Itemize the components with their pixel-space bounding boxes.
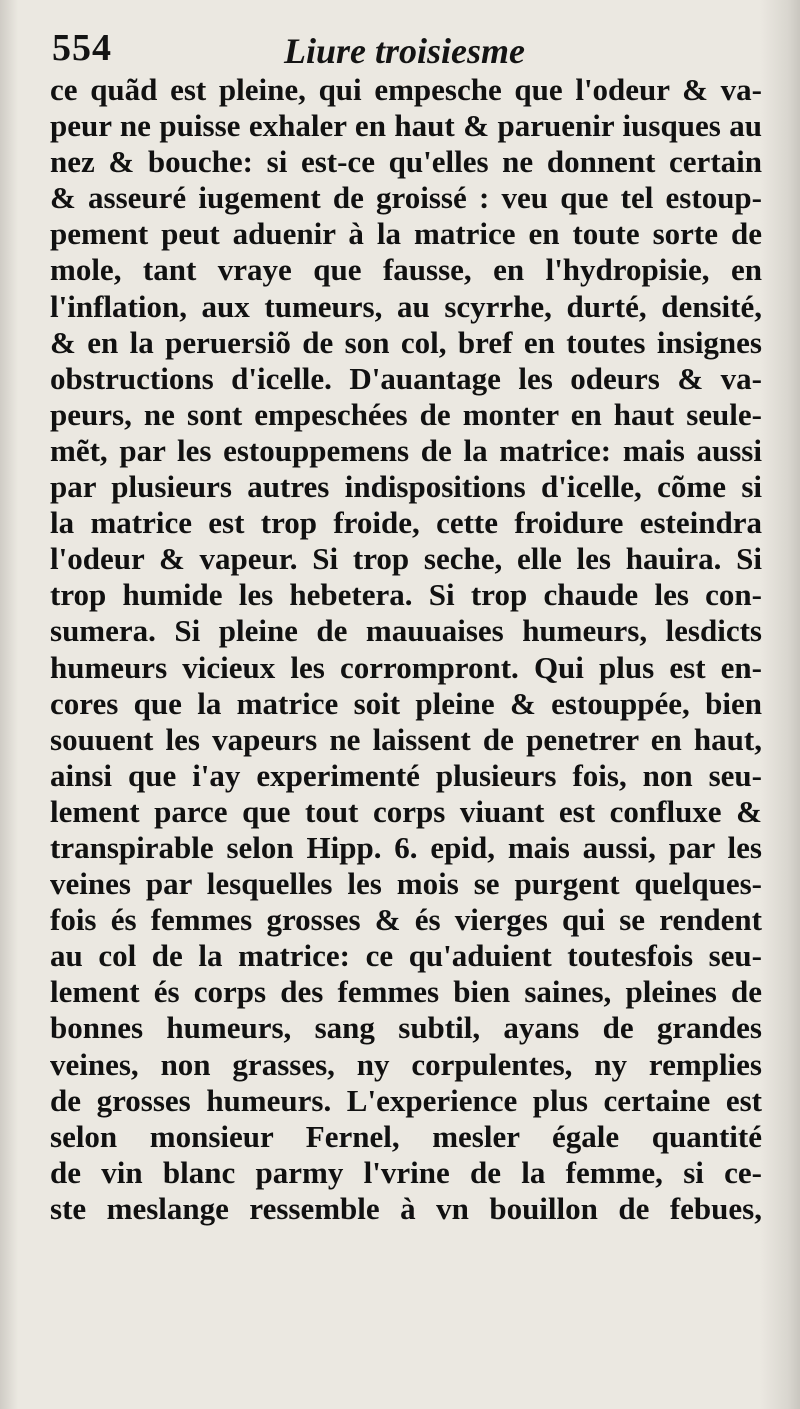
text-line: nez & bouche: si est-ce qu'elles ne donnent certain [50, 144, 762, 180]
text-line: mẽt, par les estouppemens de la matrice: mais aussi [50, 432, 762, 468]
text-line: veines, non grasses, ny corpulentes, ny remplies [50, 1046, 762, 1082]
text-line: l'odeur & vapeur. Si trop seche, elle les hauira. Si [50, 541, 762, 577]
text-line: ce quãd est pleine, qui empesche que l'odeur & va- [50, 72, 762, 107]
text-line: peurs, ne sont empeschées de monter en haut seule- [50, 396, 762, 432]
text-line: sumera. Si pleine de mauuaises humeurs, lesdicts [50, 613, 762, 649]
running-title: Liure troisiesme [284, 31, 525, 71]
text-line: lement parce que tout corps viuant est confluxe & [50, 793, 762, 829]
text-line: de vin blanc parmy l'vrine de la femme, si ce- [50, 1154, 762, 1190]
text-line: par plusieurs autres indispositions d'icelle, cõme si [50, 469, 762, 505]
text-line: ainsi que i'ay experimenté plusieurs fois, non seu- [50, 757, 762, 793]
text-line: ste meslange ressemble à vn bouillon de febues, [50, 1190, 762, 1226]
page-header [52, 20, 752, 76]
gutter-shadow [0, 0, 18, 1409]
text-line: & en la peruersiõ de son col, bref en toutes insignes [50, 324, 762, 360]
text-line: peur ne puisse exhaler en haut & paruenir iusques au [50, 108, 762, 144]
text-line: obstructions d'icelle. D'auantage les odeurs & va- [50, 360, 762, 396]
text-line: & asseuré iugement de groissé : veu que tel estoup- [50, 180, 762, 216]
text-line: veines par lesquelles les mois se purgent quelques- [50, 866, 762, 902]
text-line: de grosses humeurs. L'experience plus certaine est [50, 1082, 762, 1118]
text-line: pement peut aduenir à la matrice en toute sorte de [50, 216, 762, 252]
text-line: souuent les vapeurs ne laissent de penetrer en haut, [50, 721, 762, 757]
text-line: lement és corps des femmes bien saines, pleines de [50, 974, 762, 1010]
body-text [50, 72, 762, 1227]
text-line: mole, tant vraye que fausse, en l'hydropisie, en [50, 252, 762, 288]
text-line: au col de la matrice: ce qu'aduient toutesfois seu- [50, 938, 762, 974]
text-line: cores que la matrice soit pleine & estouppée, bien [50, 685, 762, 721]
text-line: bonnes humeurs, sang subtil, ayans de grandes [50, 1010, 762, 1046]
text-line: transpirable selon Hipp. 6. epid, mais aussi, par les [50, 829, 762, 865]
text-line: selon monsieur Fernel, mesler égale quantité [50, 1118, 762, 1154]
text-line: trop humide les hebetera. Si trop chaude les con- [50, 577, 762, 613]
text-line: humeurs vicieux les corrompront. Qui plus est en- [50, 649, 762, 685]
text-line: fois és femmes grosses & és vierges qui se rendent [50, 902, 762, 938]
page-edge [760, 0, 800, 1409]
text-line: l'inflation, aux tumeurs, au scyrrhe, durté, densité, [50, 288, 762, 324]
text-line: la matrice est trop froide, cette froidure esteindra [50, 505, 762, 541]
page-number: 554 [52, 27, 112, 69]
